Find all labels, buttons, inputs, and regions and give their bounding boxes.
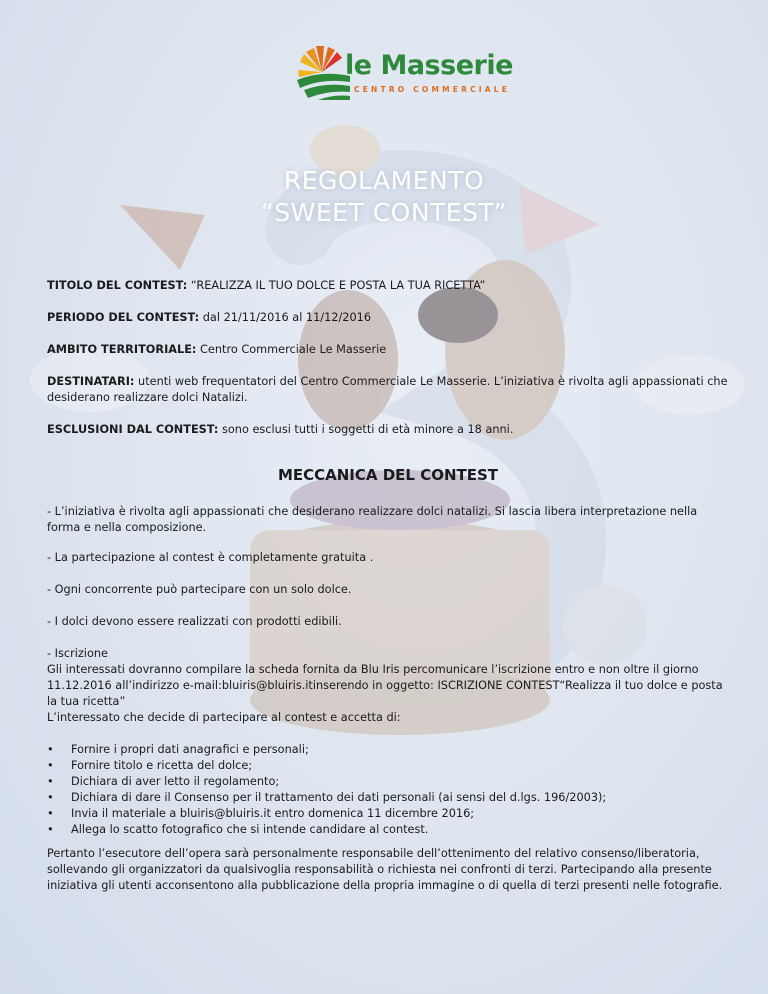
list-item: • Invia il materiale a bluiris@bluiris.it entro domenica 11 dicembre 2016; — [47, 806, 729, 822]
registration-intro: L’interessato che decide di partecipare al contest e accetta di: — [47, 711, 401, 724]
list-item: • Allega lo scatto fotografico che si intende candidare al contest. — [47, 822, 729, 838]
rule-paragraph: - Ogni concorrente può partecipare con un solo dolce. — [47, 583, 352, 596]
field-period — [47, 310, 729, 326]
field-exclusions — [47, 422, 729, 438]
field-label: ESCLUSIONI DAL CONTEST: — [47, 423, 219, 436]
rule-paragraph: - I dolci devono essere realizzati con prodotti edibili. — [47, 615, 342, 628]
field-title — [47, 278, 729, 294]
field-value: “REALIZZA IL TUO DOLCE E POSTA LA TUA RICETTA” — [187, 279, 486, 292]
field-recipients — [47, 374, 729, 406]
section-heading: MECCANICA DEL CONTEST — [277, 466, 499, 484]
field-label: DESTINATARI: — [47, 375, 135, 388]
brand-logo — [292, 42, 513, 112]
list-item: • Dichiara di dare il Consenso per il trattamento dei dati personali (ai sensi del d.lgs. 196/2003); — [47, 790, 729, 806]
registration-text: Gli interessati dovranno compilare la scheda fornita da Blu Iris percomunicare l’iscrizione entro e non oltre il giorno 11.12.2016 all’indirizzo e-mail:bluiris@bluiris.itinserendo in oggetto: ISCRIZIONE CONTEST“Realizza il tuo dolce e posta la tua ricetta” — [47, 663, 723, 708]
page-title-line1: REGOLAMENTO — [283, 166, 485, 195]
field-value: sono esclusi tutti i soggetti di età minore a 18 anni. — [218, 423, 514, 436]
closing-paragraph: Pertanto l’esecutore dell’opera sarà personalmente responsabile dell’ottenimento del relativo consenso/liberatoria, sollevando gli organizzatori da qualsivoglia responsabilità o richiesta nei confronti di terzi. Partecipando alla presente iniziativa gli utenti acconsentono alla pubblicazione della propria immagine o di quella di terzi presenti nelle fotografie. — [47, 847, 723, 892]
field-value: utenti web frequentatori del Centro Commerciale Le Masserie. L’iniziativa è rivolta agli appassionati che desiderano realizzare dolci Natalizi. — [47, 375, 728, 404]
field-label: TITOLO DEL CONTEST: — [47, 279, 188, 292]
brand-subtitle: CENTRO COMMERCIALE — [354, 85, 511, 94]
sun-field-icon — [292, 42, 352, 102]
field-territory — [47, 342, 729, 358]
list-item: • Dichiara di aver letto il regolamento; — [47, 774, 729, 790]
field-value: dal 21/11/2016 al 11/12/2016 — [199, 311, 372, 324]
rule-paragraph: - La partecipazione al contest è completamente gratuita . — [47, 551, 374, 564]
field-value: Centro Commerciale Le Masserie — [196, 343, 387, 356]
page-title-line2: “SWEET CONTEST” — [260, 198, 508, 227]
requirements-list — [47, 742, 729, 838]
list-item: • Fornire titolo e ricetta del dolce; — [47, 758, 729, 774]
field-label: PERIODO DEL CONTEST: — [47, 311, 200, 324]
list-item: • Fornire i propri dati anagrafici e personali; — [47, 742, 729, 758]
brand-name: le Masserie — [345, 50, 513, 81]
rule-paragraph: - L’iniziativa è rivolta agli appassionati che desiderano realizzare dolci natalizi. Si lascia libera interpretazione nella forma e nella composizione. — [47, 505, 698, 534]
registration-heading: - Iscrizione — [47, 647, 108, 660]
field-label: AMBITO TERRITORIALE: — [47, 343, 197, 356]
